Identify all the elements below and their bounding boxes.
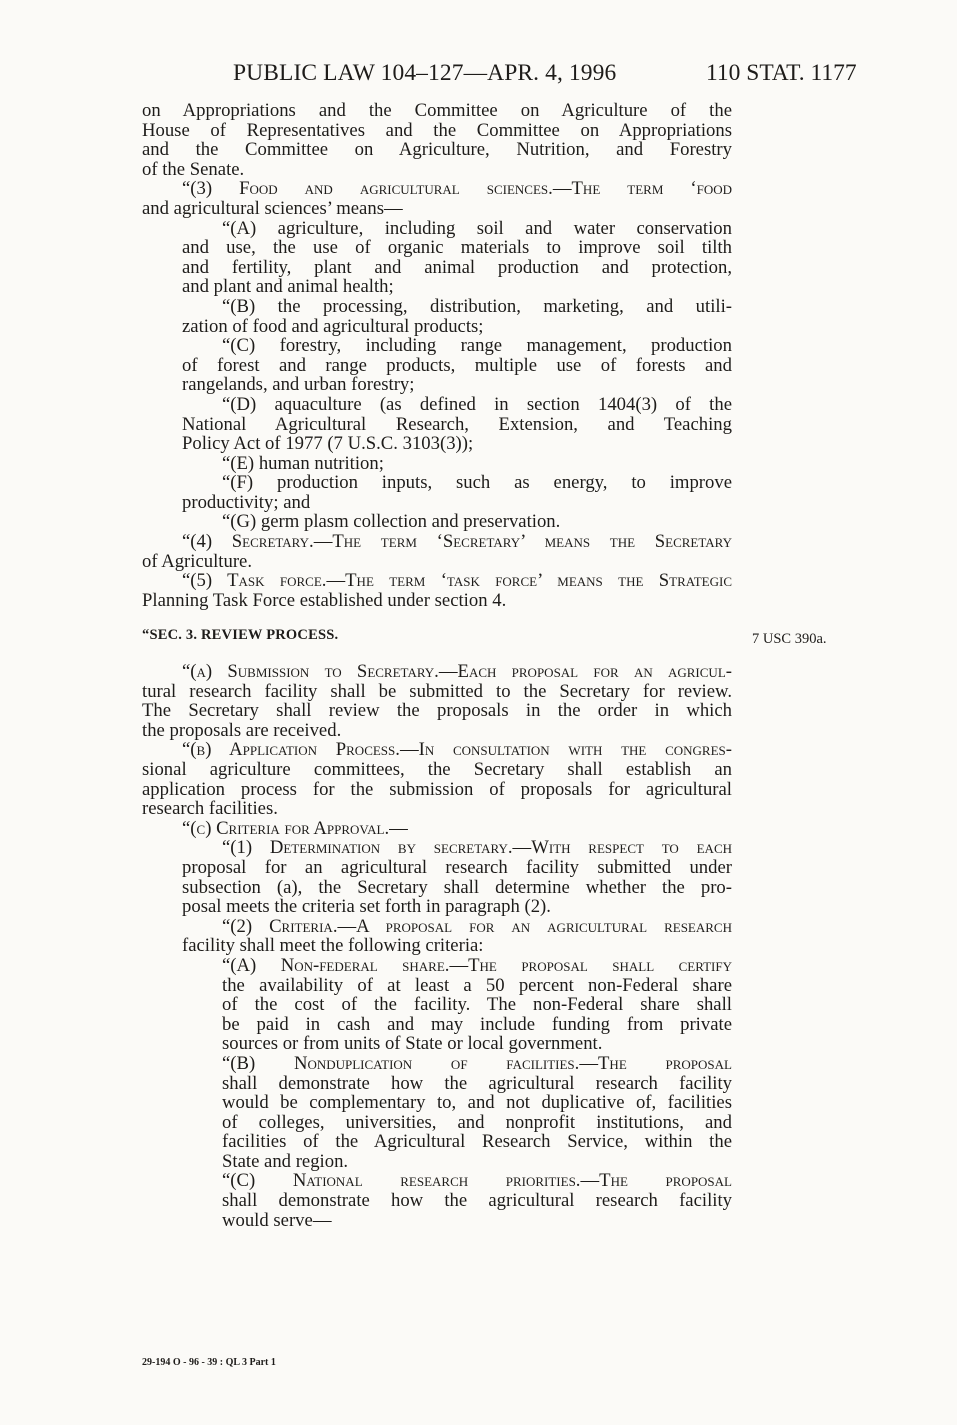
text-line: the availability of at least a 50 percent non-Federal share <box>222 974 732 996</box>
header-title: PUBLIC LAW 104–127—APR. 4, 1996 <box>233 60 617 86</box>
text-line: and agricultural sciences’ means— <box>142 197 403 219</box>
text-line: proposal for an agricultural research facility submitted under <box>182 856 732 878</box>
text-line: sources or from units of State or local government. <box>222 1033 603 1055</box>
text-line: “(C) forestry, including range management, production <box>222 335 732 357</box>
text-line: Planning Task Force established under section 4. <box>142 589 507 611</box>
text-line: of the Senate. <box>142 158 245 180</box>
section-gap <box>142 646 732 662</box>
text-line: “(c) Criteria for Approval.— <box>182 817 408 839</box>
text-line: would be complementary to, and not duplicative of, facilities <box>222 1092 732 1114</box>
text-line: posal meets the criteria set forth in paragraph (2). <box>182 896 551 918</box>
text-line: “(a) Submission to Secretary.—Each proposal for an agricul- <box>182 661 732 683</box>
text-line: House of Representatives and the Committee on Appropriations <box>142 119 732 141</box>
text-line: of the cost of the facility. The non-Federal share shall <box>222 994 732 1016</box>
text-line: “(F) production inputs, such as energy, to improve <box>222 472 732 494</box>
text-line: “(G) germ plasm collection and preservation. <box>222 511 561 533</box>
text-line: and fertility, plant and animal production and protection, <box>182 256 732 278</box>
text-line: sional agriculture committees, the Secretary shall establish an <box>142 759 732 780</box>
text-line: and use, the use of organic materials to improve soil tilth <box>182 237 732 259</box>
text-line: zation of food and agricultural products; <box>182 315 484 337</box>
document-body <box>142 101 732 1230</box>
text-line: of forest and range products, multiple use of forests and <box>182 354 732 376</box>
header-stat-citation: 110 STAT. 1177 <box>706 60 857 86</box>
text-line: application process for the submission of proposals for agricultural <box>142 778 732 800</box>
text-line: “(C) National research priorities.—The proposal <box>222 1170 732 1192</box>
text-line: and the Committee on Agriculture, Nutrition, and Forestry <box>142 139 732 161</box>
text-line: “(D) aquaculture (as defined in section 1404(3) of the <box>222 393 732 415</box>
text-line: tural research facility shall be submitted to the Secretary for review. <box>142 680 732 702</box>
text-line: “(B) Nonduplication of facilities.—The proposal <box>222 1052 732 1074</box>
text-line: subsection (a), the Secretary shall determine whether the pro- <box>182 876 732 898</box>
text-line: “(A) agriculture, including soil and water conservation <box>222 217 732 239</box>
text-line: shall demonstrate how the agricultural research facility <box>222 1190 732 1212</box>
text-line: be paid in cash and may include funding from private <box>222 1013 732 1035</box>
text-line: Policy Act of 1977 (7 U.S.C. 3103(3)); <box>182 433 474 455</box>
text-line: “(2) Criteria.—A proposal for an agricultural research <box>222 915 732 937</box>
text-line: rangelands, and urban forestry; <box>182 374 415 396</box>
text-line: “(3) Food and agricultural sciences.—The term ‘food <box>182 178 732 200</box>
text-line: would serve— <box>222 1209 332 1231</box>
text-line: and plant and animal health; <box>182 276 394 298</box>
text-line: productivity; and <box>182 491 311 513</box>
text-line: “(B) the processing, distribution, marketing, and utili- <box>222 295 732 317</box>
text-line: facilities of the Agricultural Research Service, within the <box>222 1131 732 1153</box>
text-line: State and region. <box>222 1150 349 1172</box>
text-line: shall demonstrate how the agricultural research facility <box>222 1072 732 1094</box>
text-line: “(4) Secretary.—The term ‘Secretary’ means the Secretary <box>182 531 732 553</box>
section-gap <box>142 610 732 626</box>
text-line: “(b) Application Process.—In consultation with the congres- <box>182 739 732 761</box>
text-line: the proposals are received. <box>142 719 342 741</box>
text-line: National Agricultural Research, Extension, and Teaching <box>182 413 732 435</box>
footer-print-code: 29-194 O - 96 - 39 : QL 3 Part 1 <box>142 1357 276 1368</box>
text-line: “(A) Non-federal share.—The proposal shall certify <box>222 954 732 976</box>
text-line: The Secretary shall review the proposals in the order in which <box>142 700 732 722</box>
text-line: on Appropriations and the Committee on Agriculture of the <box>142 100 732 121</box>
text-line: “(1) Determination by secretary.—With respect to each <box>222 837 732 859</box>
section-heading: “SEC. 3. REVIEW PROCESS. <box>142 627 339 644</box>
margin-citation: 7 USC 390a. <box>752 631 827 647</box>
text-line: research facilities. <box>142 798 278 820</box>
text-line: of colleges, universities, and nonprofit institutions, and <box>222 1111 732 1133</box>
text-line: of Agriculture. <box>142 550 253 572</box>
text-line: facility shall meet the following criteria: <box>182 935 484 957</box>
text-line: “(E) human nutrition; <box>222 452 384 474</box>
text-line: “(5) Task force.—The term ‘task force’ means the Strategic <box>182 570 732 592</box>
